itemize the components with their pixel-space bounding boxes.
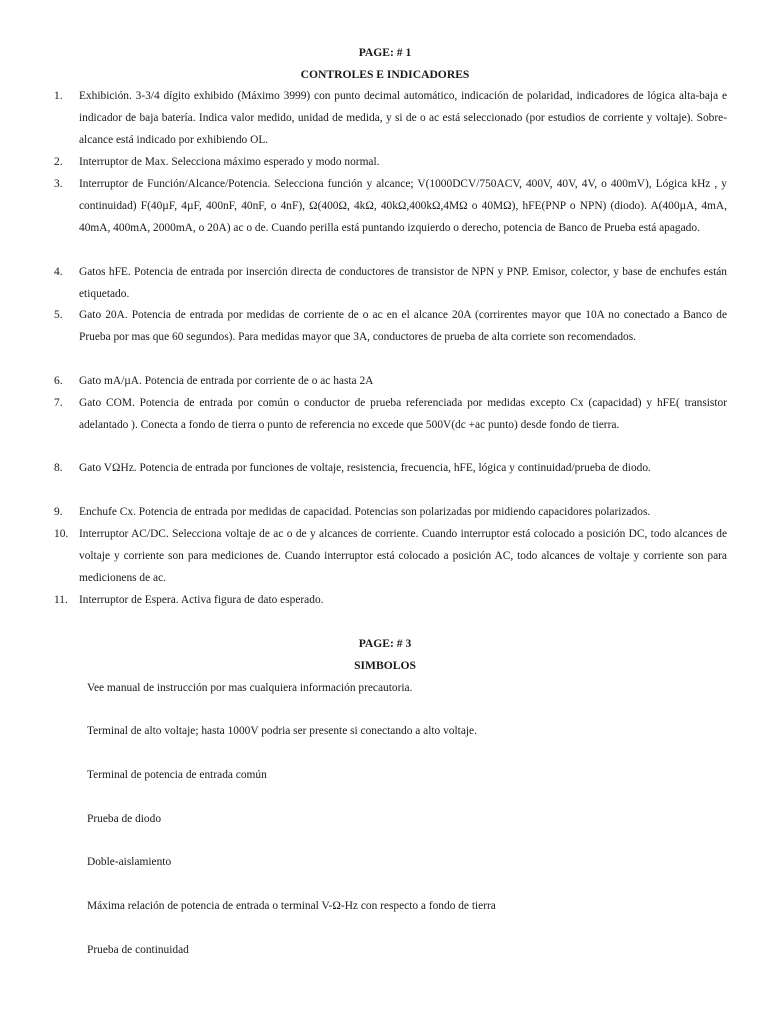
list-item-number: 5.: [54, 309, 63, 321]
list-item-number: 1.: [54, 90, 63, 102]
list-item-text: Gato COM. Potencia de entrada por común o conductor de prueba referenciada por medidas excepto Cx (capacidad) y hFE( transistor adelantado ). Conecta a fondo de tierra o punto de referencia no excede que 500V(dc +ac punto) desde fondo de tierra.: [79, 397, 727, 431]
list-item-number: 11.: [54, 594, 68, 606]
section-title-simbolos: SIMBOLOS: [354, 659, 416, 672]
symbol-description: Prueba de diodo: [87, 813, 162, 825]
symbol-description: Terminal de alto voltaje; hasta 1000V podria ser presente si conectando a alto voltaje.: [87, 725, 477, 737]
page-label-3: PAGE: # 3: [358, 637, 412, 650]
list-item-number: 9.: [54, 506, 63, 518]
list-item-number: 4.: [54, 266, 63, 278]
list-item-text: Enchufe Cx. Potencia de entrada por medidas de capacidad. Potencias son polarizadas por midiendo capacidores polarizados.: [79, 506, 651, 518]
list-item-text: Interruptor de Función/Alcance/Potencia. Selecciona función y alcance; V(1000DCV/750ACV, 400V, 40V, 4V, o 400mV), Lógica kHz , y continuidad) F(40µF, 4µF, 400nF, 40nF, o 4nF), Ω(400Ω, 4kΩ, 40kΩ,400kΩ,4MΩ o 40MΩ), hFE(PNP o NPN) (diodo). A(400µA, 4mA, 40mA, 400mA, 2000mA, o 20A) ac o de. Cuando perilla está puntando izquierdo o derecho, potencia de Banco de Prueba está apagado.: [79, 178, 727, 234]
list-item-number: 7.: [54, 397, 63, 409]
list-item-text: Exhibición. 3-3/4 dígito exhibido (Máximo 3999) con punto decimal automático, indicación de polaridad, indicadores de lógica alta-baja e indicador de baja batería. Indica valor medido, unidad de medida, y si de o ac está seleccionado (por estudios de corriente y voltaje). Sobre-alcance está indicado por exhibiendo OL.: [79, 90, 727, 146]
symbol-description: Máxima relación de potencia de entrada o terminal V-Ω-Hz con respecto a fondo de tierra: [87, 900, 496, 912]
list-item-number: 3.: [54, 178, 63, 190]
list-item-number: 6.: [54, 375, 63, 387]
list-item-text: Gatos hFE. Potencia de entrada por inserción directa de conductores de transistor de NPN y PNP. Emisor, colector, y base de enchufes están etiquetado.: [79, 266, 727, 300]
list-item-number: 10.: [54, 528, 69, 540]
list-item-number: 8.: [54, 462, 63, 474]
section-title-controles: CONTROLES E INDICADORES: [300, 68, 470, 81]
list-item-text: Interruptor de Espera. Activa figura de dato esperado.: [79, 594, 324, 606]
symbol-description: Doble-aislamiento: [87, 856, 172, 868]
page-label-1: PAGE: # 1: [358, 46, 412, 59]
symbol-description: Prueba de continuidad: [87, 944, 189, 956]
list-item-text: Gato mA/µA. Potencia de entrada por corriente de o ac hasta 2A: [79, 375, 374, 387]
list-item-number: 2.: [54, 156, 63, 168]
symbol-description: Vee manual de instrucción por mas cualquiera información precautoria.: [87, 682, 413, 694]
list-item-text: Gato VΩHz. Potencia de entrada por funciones de voltaje, resistencia, frecuencia, hFE, lógica y continuidad/prueba de diodo.: [79, 462, 651, 474]
list-item-text: Interruptor de Max. Selecciona máximo esperado y modo normal.: [79, 156, 380, 168]
list-item-text: Gato 20A. Potencia de entrada por medidas de corriente de o ac en el alcance 20A (corrirentes mayor que 10A no conectado a Banco de Prueba por mas que 60 segundos). Para medidas mayor que 3A, conductores de prueba de alta corriete son recomendados.: [79, 309, 727, 343]
list-item-text: Interruptor AC/DC. Selecciona voltaje de ac o de y alcances de corriente. Cuando interruptor está colocado a posición DC, todo alcances de voltaje y corriente son para mediciones de. Cuando interruptor está colocado a posición AC, todo alcances de voltaje y corriente son para medicionens de ac.: [79, 528, 727, 584]
symbol-description: Terminal de potencia de entrada común: [87, 769, 267, 781]
